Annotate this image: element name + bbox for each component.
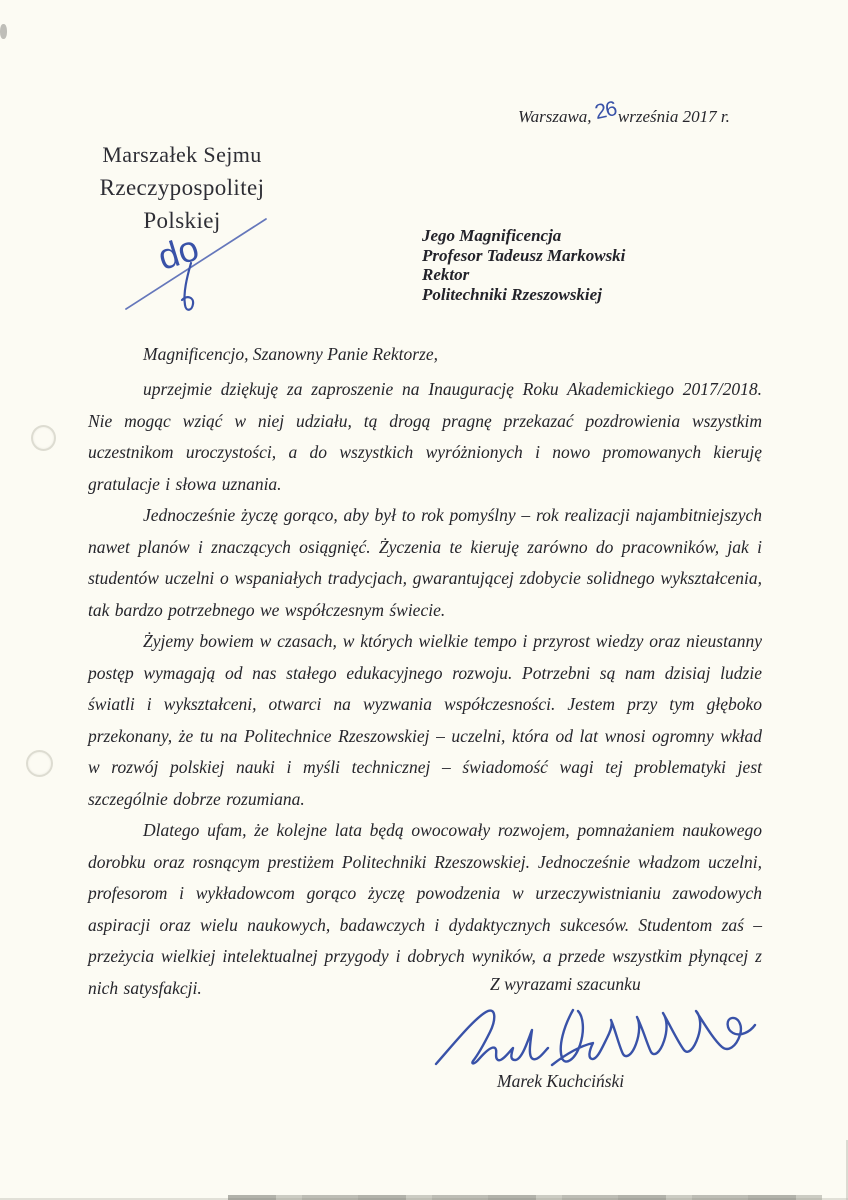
- paragraph-1: uprzejmie dziękuję za zaproszenie na Inaugurację Roku Akademickiego 2017/2018. Nie mogąc wziąć w niej udziału, tą drogą pragnę przekazać pozdrowienia wszystkim uczestnikom uroczystości, a do wszystkich wyróżnionych i nowo promowanych kieruję gratulacje i słowa uznania.: [88, 379, 762, 494]
- handwritten-day: 26: [592, 97, 618, 125]
- closing-phrase: Z wyrazami szacunku: [490, 974, 641, 994]
- recipient-line: Profesor Tadeusz Markowski: [422, 245, 626, 265]
- scan-speck: [0, 24, 7, 39]
- date-rest: września 2017 r.: [617, 107, 730, 126]
- handwritten-do-annotation: [123, 213, 273, 321]
- scan-edge-artifact: [228, 1195, 822, 1200]
- date-city: Warszawa,: [518, 107, 592, 126]
- recipient-line: Politechniki Rzeszowskiej: [422, 284, 602, 304]
- signature-stroke-first-name: [436, 1011, 548, 1064]
- hole-punch-top: [31, 425, 56, 451]
- recipient-line: Rektor: [422, 265, 470, 284]
- paragraph-2: Jednocześnie życzę gorąco, aby był to rok pomyślny – rok realizacji najambitniejszych nawet planów i znaczących osiągnięć. Życzenia te kieruję zarówno do pracowników, jak i studentów uczelni o wspaniałych tradycjach, gwarantującej zdobycie solidnego wykształcenia, tak bardzo potrzebnego we współczesnym świecie.: [88, 505, 762, 620]
- signature-stroke-last-name: [552, 1010, 755, 1065]
- letter-body: [88, 374, 762, 1004]
- salutation: Magnificencjo, Szanowny Panie Rektorze,: [143, 344, 438, 364]
- date-line: [518, 97, 730, 128]
- letterhead-line2: Rzeczypospolitej Polskiej: [99, 175, 265, 233]
- recipient-line: Jego Magnificencja: [422, 226, 562, 245]
- letterhead-line1: Marszałek Sejmu: [102, 142, 262, 167]
- recipient-block: [422, 226, 625, 304]
- annotation-text: do: [153, 226, 204, 278]
- paragraph-4: Dlatego ufam, że kolejne lata będą owocowały rozwojem, pomnażaniem naukowego dorobku oraz rosnącym prestiżem Politechniki Rzeszowskiej. Jednocześnie władzom uczelni, profesorom i wykładowcom gorąco życzę powodzenia w urzeczywistnianiu zawodowych aspiracji oraz wielu naukowych, badawczych i dydaktycznych sukcesów. Studentom zaś – przeżycia wielkiej intelektualnej przygody i dobrych wyników, a przede wszystkim płynącej z nich satysfakcji.: [88, 820, 762, 998]
- hole-punch-bottom: [26, 750, 53, 777]
- signature-printed-name: Marek Kuchciński: [497, 1071, 625, 1091]
- signature-scribble: [430, 1002, 760, 1074]
- paragraph-3: Żyjemy bowiem w czasach, w których wielkie tempo i przyrost wiedzy oraz nieustanny postęp wymagają od nas stałego edukacyjnego rozwoju. Potrzebni są nam dzisiaj ludzie światli i wykształceni, otwarci na wyzwania współczesności. Jestem przy tym głęboko przekonany, że tu na Politechnice Rzeszowskiej – uczelni, która od lat wnosi ogromny wkład w rozwój polskiej nauki i myśli technicznej – świadomość wagi tej problematyki jest szczególnie dobrze rozumiana.: [88, 631, 762, 809]
